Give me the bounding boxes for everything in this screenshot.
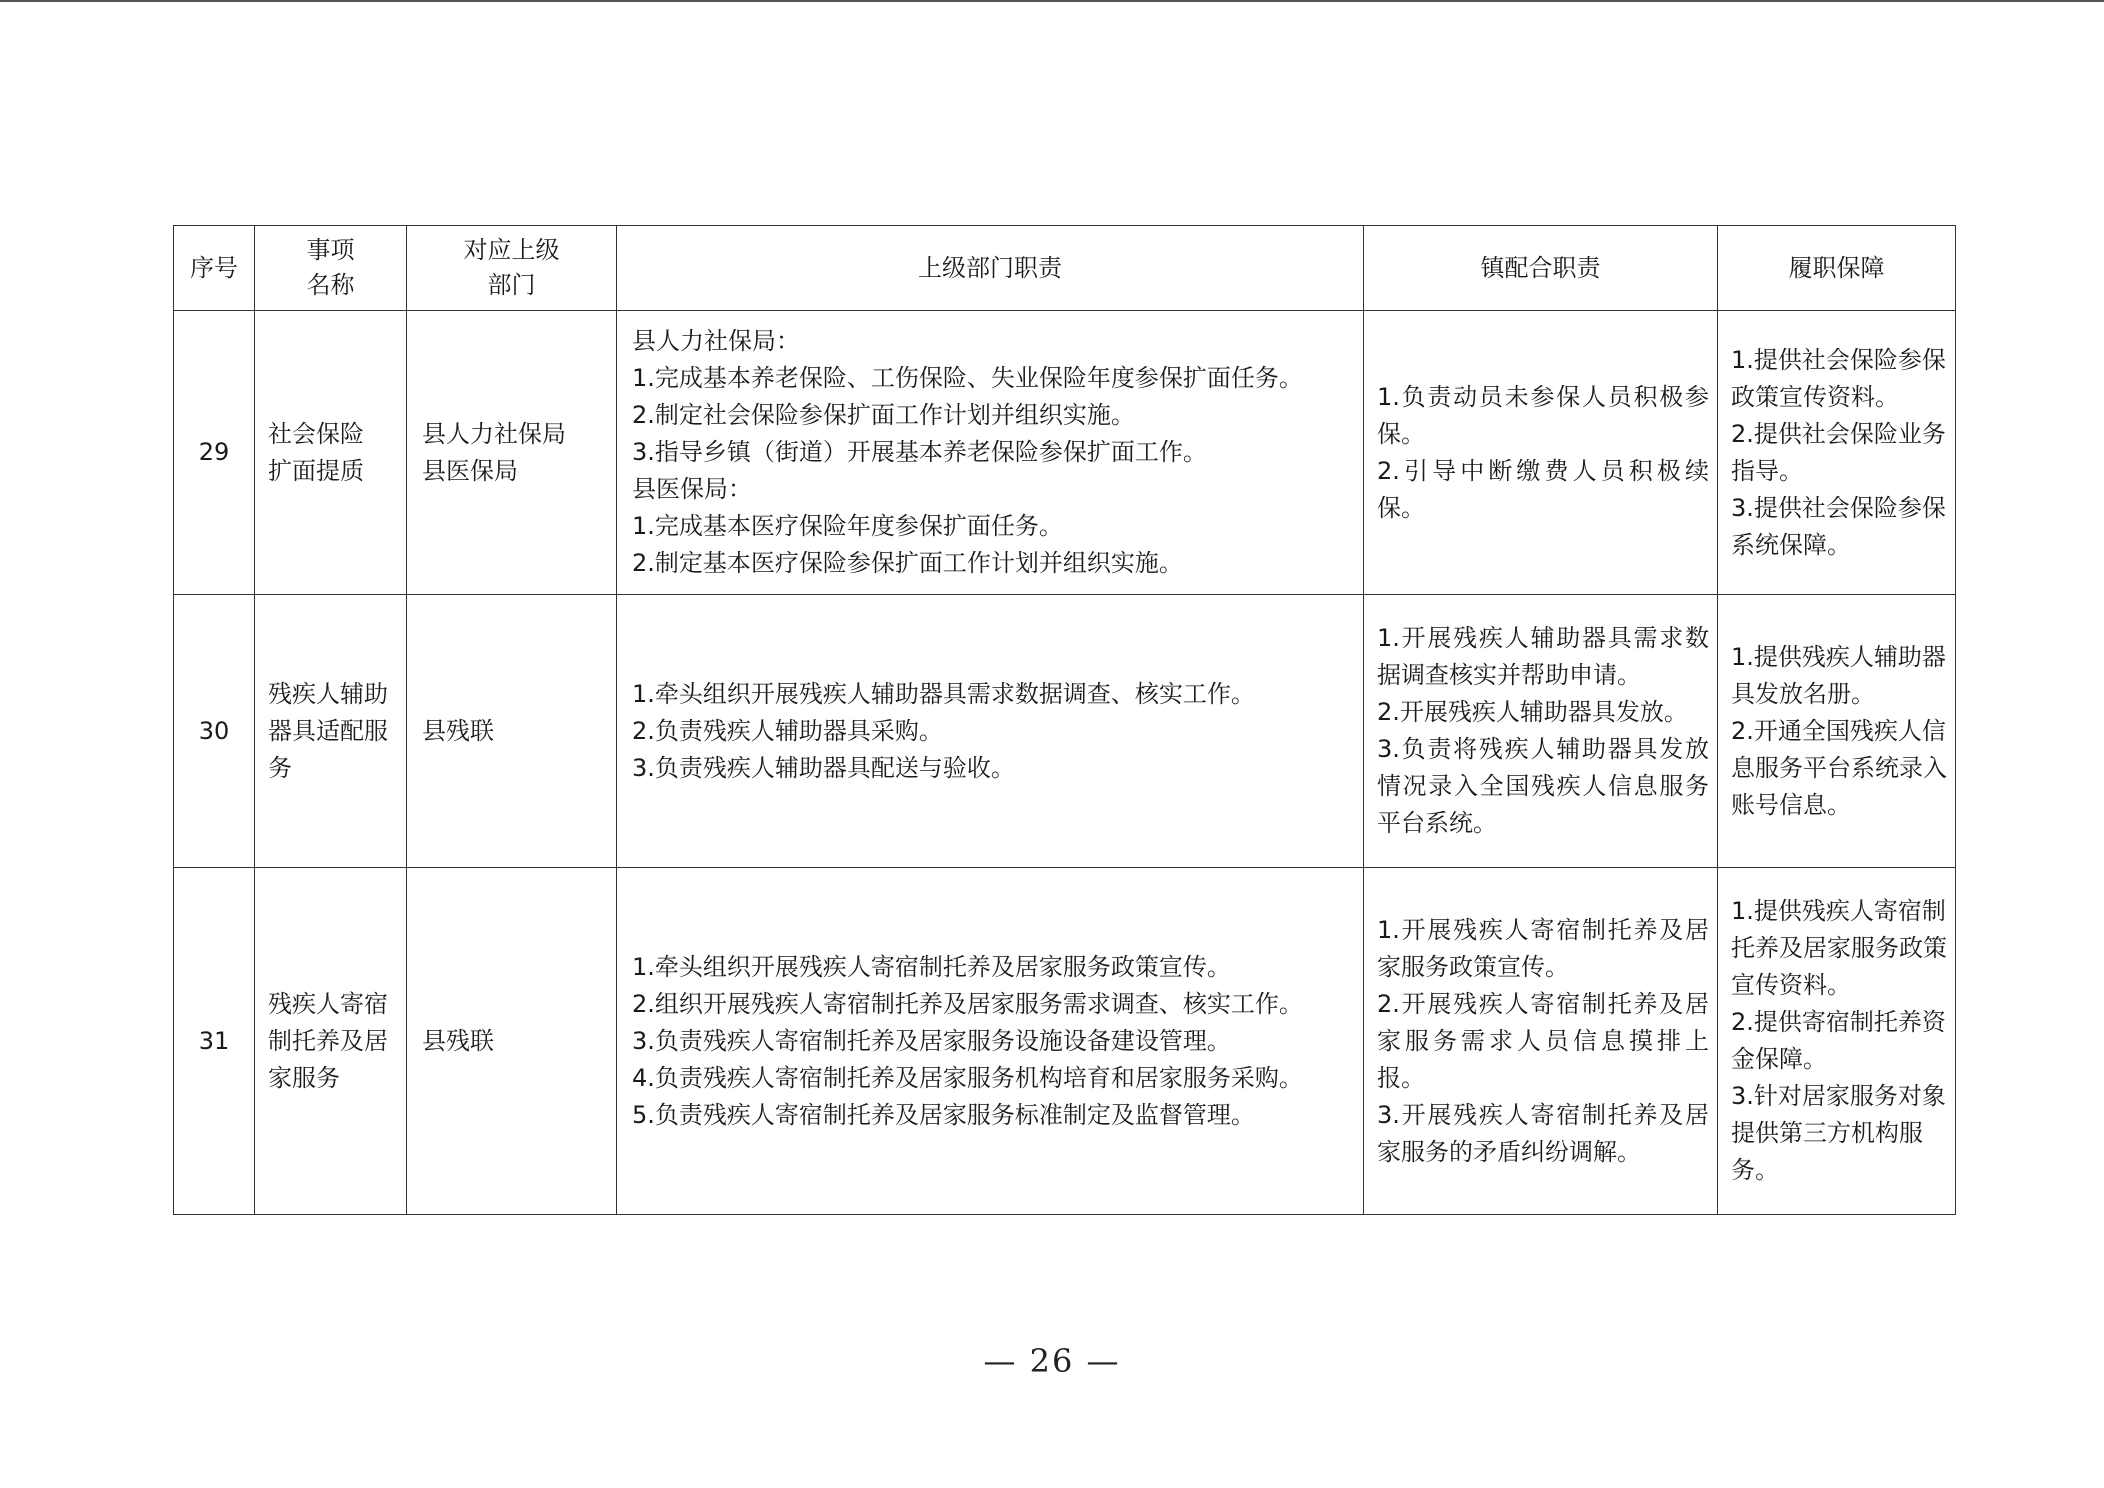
row-town-duty: 1.开展残疾人寄宿制托养及居家服务政策宣传。 2.开展残疾人寄宿制托养及居家服务需求人员信息摸排上报。 3.开展残疾人寄宿制托养及居家服务的矛盾纠纷调解。 (1364, 868, 1718, 1215)
row-item-name: 残疾人寄宿制托养及居家服务 (255, 868, 407, 1215)
header-item-name: 事项 名称 (255, 226, 407, 311)
row-seq: 29 (174, 311, 255, 595)
row-item-name: 残疾人辅助器具适配服务 (255, 595, 407, 868)
duty-table (173, 225, 1956, 1215)
row-guarantee: 1.提供残疾人寄宿制托养及居家服务政策宣传资料。 2.提供寄宿制托养资金保障。 3.针对居家服务对象提供第三方机构服务。 (1718, 868, 1956, 1215)
header-upper-dept: 对应上级 部门 (407, 226, 617, 311)
row-upper-dept: 县残联 (407, 868, 617, 1215)
header-town-duty: 镇配合职责 (1364, 226, 1718, 311)
header-guarantee: 履职保障 (1718, 226, 1956, 311)
row-upper-duty: 县人力社保局： 1.完成基本养老保险、工伤保险、失业保险年度参保扩面任务。 2.制定社会保险参保扩面工作计划并组织实施。 3.指导乡镇（街道）开展基本养老保险参保扩面工作。 县医保局： 1.完成基本医疗保险年度参保扩面任务。 2.制定基本医疗保险参保扩面工作计划并组织实施。 (617, 311, 1364, 595)
row-seq: 31 (174, 868, 255, 1215)
row-upper-dept: 县人力社保局 县医保局 (407, 311, 617, 595)
header-seq: 序号 (174, 226, 255, 311)
row-town-duty: 1.负责动员未参保人员积极参保。 2.引导中断缴费人员积极续保。 (1364, 311, 1718, 595)
table-header-row (174, 226, 1956, 311)
page-top-border (0, 0, 2104, 2)
table-row (174, 595, 1956, 868)
row-guarantee: 1.提供社会保险参保政策宣传资料。 2.提供社会保险业务指导。 3.提供社会保险参保系统保障。 (1718, 311, 1956, 595)
row-item-name: 社会保险 扩面提质 (255, 311, 407, 595)
table-row (174, 868, 1956, 1215)
row-upper-dept: 县残联 (407, 595, 617, 868)
row-upper-duty: 1.牵头组织开展残疾人辅助器具需求数据调查、核实工作。 2.负责残疾人辅助器具采购。 3.负责残疾人辅助器具配送与验收。 (617, 595, 1364, 868)
row-town-duty: 1.开展残疾人辅助器具需求数据调查核实并帮助申请。 2.开展残疾人辅助器具发放。 3.负责将残疾人辅助器具发放情况录入全国残疾人信息服务平台系统。 (1364, 595, 1718, 868)
header-upper-duty: 上级部门职责 (617, 226, 1364, 311)
table-row (174, 311, 1956, 595)
row-seq: 30 (174, 595, 255, 868)
page-number: — 26 — (983, 1342, 1121, 1380)
row-guarantee: 1.提供残疾人辅助器具发放名册。 2.开通全国残疾人信息服务平台系统录入账号信息。 (1718, 595, 1956, 868)
row-upper-duty: 1.牵头组织开展残疾人寄宿制托养及居家服务政策宣传。 2.组织开展残疾人寄宿制托养及居家服务需求调查、核实工作。 3.负责残疾人寄宿制托养及居家服务设施设备建设管理。 4.负责残疾人寄宿制托养及居家服务机构培育和居家服务采购。 5.负责残疾人寄宿制托养及居家服务标准制定及监督管理。 (617, 868, 1364, 1215)
